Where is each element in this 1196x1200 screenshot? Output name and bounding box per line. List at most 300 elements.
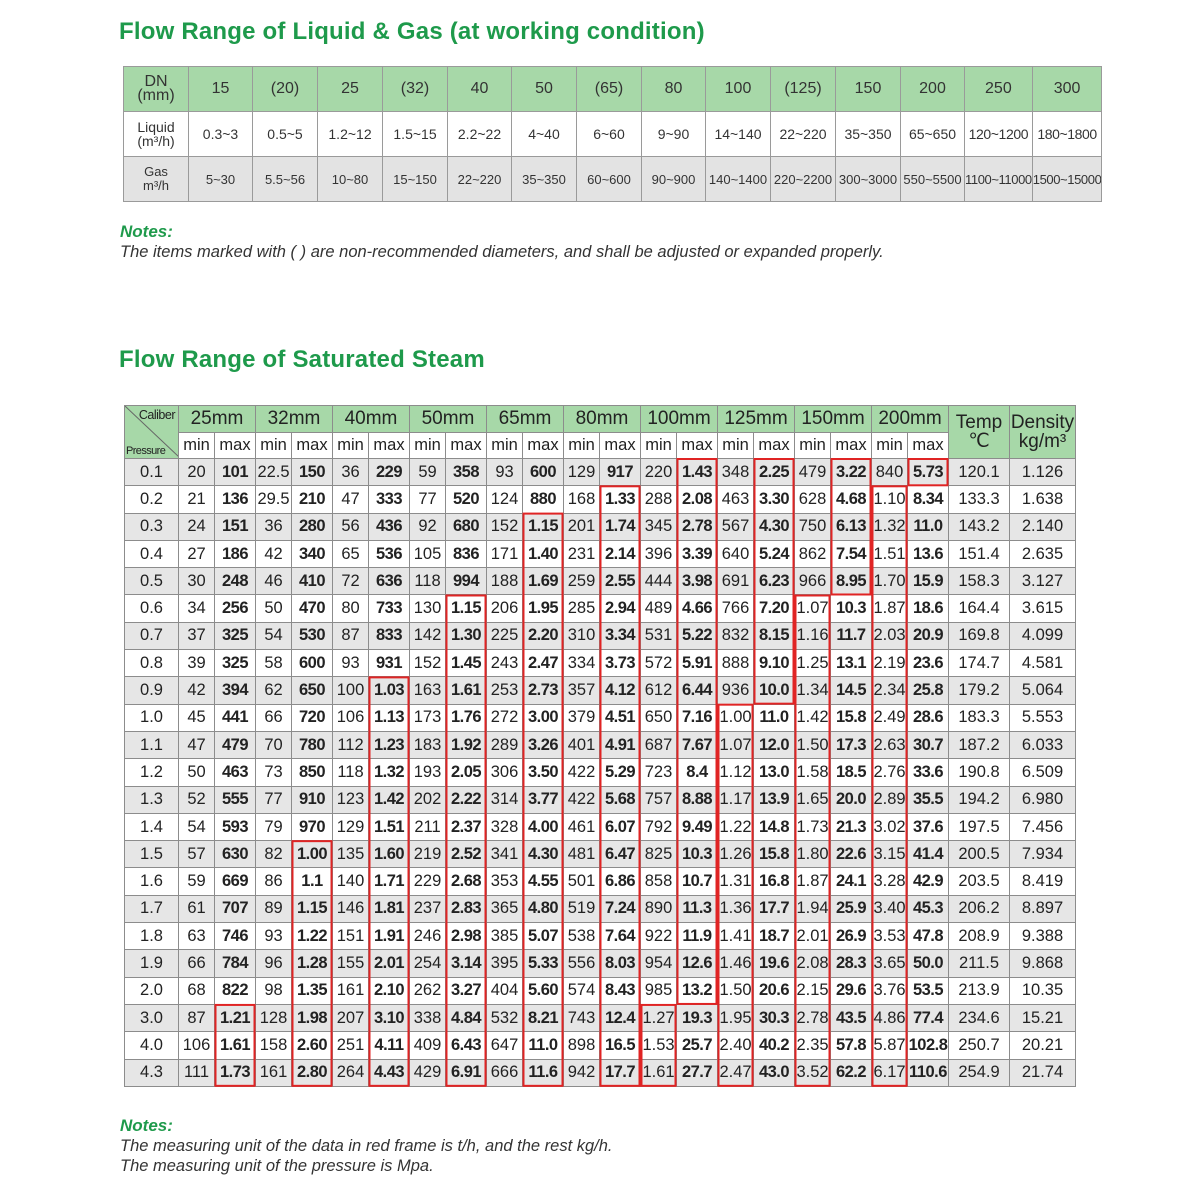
liquid-gas-notes-text: The items marked with ( ) are non-recommended diameters, and shall be adjusted or expanded properly.	[120, 243, 884, 261]
min-cell: 404	[487, 977, 523, 1004]
caliber-header: 200mm	[872, 406, 949, 433]
gas-cell: 1100~11000	[965, 157, 1033, 202]
max-cell: 6.47	[600, 841, 641, 868]
min-cell: 272	[487, 704, 523, 731]
density-cell: 3.127	[1010, 568, 1076, 595]
min-cell: 1.00	[718, 704, 754, 731]
density-cell: 7.456	[1010, 813, 1076, 840]
min-cell: 79	[256, 813, 292, 840]
max-cell: 20.9	[908, 622, 949, 649]
max-cell: 2.60	[292, 1032, 333, 1059]
temp-cell: 250.7	[949, 1032, 1010, 1059]
max-cell: 4.84	[446, 1004, 487, 1031]
min-cell: 42	[256, 540, 292, 567]
max-cell: 1.60	[369, 841, 410, 868]
min-cell: 118	[333, 759, 369, 786]
gas-cell: 220~2200	[771, 157, 836, 202]
min-cell: 50	[256, 595, 292, 622]
max-cell: 5.60	[523, 977, 564, 1004]
liquid-cell: 6~60	[577, 112, 642, 157]
min-cell: 898	[564, 1032, 600, 1059]
min-cell: 65	[333, 540, 369, 567]
pressure-cell: 4.0	[125, 1032, 179, 1059]
max-cell: 410	[292, 568, 333, 595]
density-cell: 8.897	[1010, 895, 1076, 922]
max-cell: 22.6	[831, 841, 872, 868]
steam-row	[125, 677, 1076, 704]
min-cell: 92	[410, 513, 446, 540]
max-cell: 12.0	[754, 731, 795, 758]
max-cell: 1.00	[292, 841, 333, 868]
max-cell: 5.33	[523, 950, 564, 977]
min-cell: 365	[487, 895, 523, 922]
max-cell: 10.0	[754, 677, 795, 704]
min-cell: 27	[179, 540, 215, 567]
min-cell: 481	[564, 841, 600, 868]
max-cell: 707	[215, 895, 256, 922]
min-cell: 334	[564, 650, 600, 677]
min-cell: 2.03	[872, 622, 908, 649]
min-cell: 750	[795, 513, 831, 540]
max-cell: 1.30	[446, 622, 487, 649]
min-cell: 152	[487, 513, 523, 540]
min-cell: 161	[333, 977, 369, 1004]
liquid-cell: 22~220	[771, 112, 836, 157]
dn-label: DN	[144, 73, 168, 90]
max-cell: 13.6	[908, 540, 949, 567]
steam-row	[125, 486, 1076, 513]
max-cell: 4.43	[369, 1059, 410, 1086]
dn-cell: 80	[642, 67, 706, 112]
min-cell: 183	[410, 731, 446, 758]
max-cell: 47.8	[908, 923, 949, 950]
dn-cell: 15	[189, 67, 253, 112]
max-cell: 931	[369, 650, 410, 677]
gas-header	[124, 157, 189, 202]
min-cell: 2.89	[872, 786, 908, 813]
min-cell: 647	[487, 1032, 523, 1059]
max-cell: 3.50	[523, 759, 564, 786]
caliber-pressure-corner	[125, 406, 179, 459]
liquid-cell: 0.3~3	[189, 112, 253, 157]
min-cell: 2.76	[872, 759, 908, 786]
min-cell: 858	[641, 868, 677, 895]
pressure-cell: 1.1	[125, 731, 179, 758]
max-cell: 280	[292, 513, 333, 540]
min-cell: 62	[256, 677, 292, 704]
max-cell: 21.3	[831, 813, 872, 840]
min-cell: 888	[718, 650, 754, 677]
min-cell: 229	[410, 868, 446, 895]
density-cell: 20.21	[1010, 1032, 1076, 1059]
min-cell: 46	[256, 568, 292, 595]
min-cell: 52	[179, 786, 215, 813]
max-cell: 210	[292, 486, 333, 513]
min-cell: 840	[872, 459, 908, 486]
min-cell: 2.01	[795, 923, 831, 950]
min-cell: 105	[410, 540, 446, 567]
min-cell: 1.27	[641, 1004, 677, 1031]
min-cell: 193	[410, 759, 446, 786]
liquid-gas-notes-heading: Notes:	[120, 222, 173, 241]
max-header: max	[600, 433, 641, 459]
min-cell: 832	[718, 622, 754, 649]
min-cell: 1.87	[872, 595, 908, 622]
min-cell: 1.07	[718, 731, 754, 758]
min-cell: 163	[410, 677, 446, 704]
pressure-cell: 0.8	[125, 650, 179, 677]
min-cell: 47	[333, 486, 369, 513]
max-cell: 150	[292, 459, 333, 486]
min-cell: 30	[179, 568, 215, 595]
max-cell: 2.01	[369, 950, 410, 977]
min-cell: 29.5	[256, 486, 292, 513]
min-cell: 1.50	[795, 731, 831, 758]
liquid-gas-title: Flow Range of Liquid & Gas (at working condition)	[119, 18, 705, 45]
max-cell: 1.15	[446, 595, 487, 622]
min-cell: 61	[179, 895, 215, 922]
max-cell: 62.2	[831, 1059, 872, 1086]
min-cell: 556	[564, 950, 600, 977]
steam-row	[125, 731, 1076, 758]
temp-cell: 179.2	[949, 677, 1010, 704]
min-cell: 2.47	[718, 1059, 754, 1086]
dn-cell: (125)	[771, 67, 836, 112]
steam-table	[124, 405, 1076, 1087]
max-cell: 41.4	[908, 841, 949, 868]
min-cell: 96	[256, 950, 292, 977]
min-cell: 743	[564, 1004, 600, 1031]
max-cell: 40.2	[754, 1032, 795, 1059]
min-cell: 385	[487, 923, 523, 950]
density-cell: 8.419	[1010, 868, 1076, 895]
min-cell: 89	[256, 895, 292, 922]
min-cell: 3.53	[872, 923, 908, 950]
min-cell: 429	[410, 1059, 446, 1086]
max-cell: 19.3	[677, 1004, 718, 1031]
min-cell: 45	[179, 704, 215, 731]
max-cell: 3.39	[677, 540, 718, 567]
max-cell: 11.0	[908, 513, 949, 540]
liquid-unit: (m³/h)	[137, 133, 175, 149]
max-cell: 4.11	[369, 1032, 410, 1059]
dn-row	[124, 67, 1102, 112]
temp-cell: 254.9	[949, 1059, 1010, 1086]
min-cell: 118	[410, 568, 446, 595]
min-cell: 111	[179, 1059, 215, 1086]
min-cell: 1.36	[718, 895, 754, 922]
min-cell: 538	[564, 923, 600, 950]
liquid-row	[124, 112, 1102, 157]
max-cell: 248	[215, 568, 256, 595]
min-cell: 171	[487, 540, 523, 567]
min-cell: 1.70	[872, 568, 908, 595]
max-cell: 102.8	[908, 1032, 949, 1059]
min-cell: 422	[564, 759, 600, 786]
max-cell: 8.95	[831, 568, 872, 595]
min-cell: 306	[487, 759, 523, 786]
dn-cell: 250	[965, 67, 1033, 112]
min-cell: 225	[487, 622, 523, 649]
max-cell: 325	[215, 622, 256, 649]
pressure-cell: 0.7	[125, 622, 179, 649]
max-cell: 394	[215, 677, 256, 704]
min-cell: 86	[256, 868, 292, 895]
max-cell: 30.7	[908, 731, 949, 758]
temp-cell: 187.2	[949, 731, 1010, 758]
max-cell: 10.7	[677, 868, 718, 895]
temp-cell: 194.2	[949, 786, 1010, 813]
max-cell: 358	[446, 459, 487, 486]
max-cell: 27.7	[677, 1059, 718, 1086]
max-cell: 1.95	[523, 595, 564, 622]
min-cell: 2.34	[872, 677, 908, 704]
min-cell: 42	[179, 677, 215, 704]
max-cell: 14.8	[754, 813, 795, 840]
min-cell: 650	[641, 704, 677, 731]
max-cell: 2.73	[523, 677, 564, 704]
temp-cell: 158.3	[949, 568, 1010, 595]
max-cell: 37.6	[908, 813, 949, 840]
max-cell: 1.45	[446, 650, 487, 677]
density-cell: 10.35	[1010, 977, 1076, 1004]
density-header	[1010, 406, 1076, 459]
steam-row	[125, 650, 1076, 677]
max-cell: 12.6	[677, 950, 718, 977]
min-cell: 640	[718, 540, 754, 567]
max-cell: 1.61	[215, 1032, 256, 1059]
max-cell: 1.28	[292, 950, 333, 977]
min-cell: 82	[256, 841, 292, 868]
max-cell: 5.68	[600, 786, 641, 813]
min-cell: 936	[718, 677, 754, 704]
min-cell: 63	[179, 923, 215, 950]
max-cell: 530	[292, 622, 333, 649]
min-cell: 1.32	[872, 513, 908, 540]
gas-unit: m³/h	[143, 178, 169, 193]
min-cell: 1.17	[718, 786, 754, 813]
steam-row	[125, 459, 1076, 486]
steam-row	[125, 1032, 1076, 1059]
max-cell: 1.22	[292, 923, 333, 950]
min-cell: 155	[333, 950, 369, 977]
max-cell: 3.73	[600, 650, 641, 677]
max-cell: 600	[523, 459, 564, 486]
pressure-cell: 3.0	[125, 1004, 179, 1031]
min-cell: 691	[718, 568, 754, 595]
min-cell: 211	[410, 813, 446, 840]
max-cell: 186	[215, 540, 256, 567]
dn-cell: (20)	[253, 67, 318, 112]
max-cell: 680	[446, 513, 487, 540]
max-cell: 1.98	[292, 1004, 333, 1031]
min-cell: 87	[333, 622, 369, 649]
max-header: max	[831, 433, 872, 459]
max-header: max	[677, 433, 718, 459]
max-cell: 25.7	[677, 1032, 718, 1059]
min-cell: 687	[641, 731, 677, 758]
min-cell: 140	[333, 868, 369, 895]
min-cell: 792	[641, 813, 677, 840]
min-cell: 422	[564, 786, 600, 813]
min-cell: 348	[718, 459, 754, 486]
min-cell: 123	[333, 786, 369, 813]
max-cell: 1.51	[369, 813, 410, 840]
min-cell: 310	[564, 622, 600, 649]
gas-cell: 35~350	[512, 157, 577, 202]
min-cell: 357	[564, 677, 600, 704]
min-cell: 1.26	[718, 841, 754, 868]
max-cell: 720	[292, 704, 333, 731]
min-cell: 1.31	[718, 868, 754, 895]
min-cell: 532	[487, 1004, 523, 1031]
max-cell: 6.23	[754, 568, 795, 595]
temp-cell: 190.8	[949, 759, 1010, 786]
dn-cell: 50	[512, 67, 577, 112]
max-cell: 994	[446, 568, 487, 595]
max-cell: 16.8	[754, 868, 795, 895]
min-cell: 1.41	[718, 923, 754, 950]
max-cell: 11.7	[831, 622, 872, 649]
max-header: max	[446, 433, 487, 459]
max-cell: 910	[292, 786, 333, 813]
max-cell: 17.7	[754, 895, 795, 922]
min-header: min	[564, 433, 600, 459]
max-cell: 1.61	[446, 677, 487, 704]
liquid-cell: 180~1800	[1032, 112, 1102, 157]
min-cell: 396	[641, 540, 677, 567]
max-cell: 10.3	[677, 841, 718, 868]
temp-header	[949, 406, 1010, 459]
min-cell: 3.02	[872, 813, 908, 840]
min-cell: 66	[256, 704, 292, 731]
min-cell: 401	[564, 731, 600, 758]
min-cell: 168	[564, 486, 600, 513]
min-cell: 58	[256, 650, 292, 677]
max-cell: 6.86	[600, 868, 641, 895]
max-cell: 4.91	[600, 731, 641, 758]
min-header: min	[641, 433, 677, 459]
liquid-cell: 4~40	[512, 112, 577, 157]
min-cell: 59	[179, 868, 215, 895]
density-cell: 5.064	[1010, 677, 1076, 704]
min-cell: 1.51	[872, 540, 908, 567]
max-cell: 5.29	[600, 759, 641, 786]
min-cell: 3.28	[872, 868, 908, 895]
min-cell: 129	[333, 813, 369, 840]
steam-row	[125, 595, 1076, 622]
pressure-cell: 0.3	[125, 513, 179, 540]
max-cell: 784	[215, 950, 256, 977]
max-cell: 7.20	[754, 595, 795, 622]
liquid-cell: 14~140	[706, 112, 771, 157]
gas-cell: 140~1400	[706, 157, 771, 202]
max-cell: 13.0	[754, 759, 795, 786]
caliber-header: 100mm	[641, 406, 718, 433]
temp-cell: 200.5	[949, 841, 1010, 868]
temp-cell: 169.8	[949, 622, 1010, 649]
max-cell: 1.13	[369, 704, 410, 731]
density-cell: 7.934	[1010, 841, 1076, 868]
max-cell: 4.55	[523, 868, 564, 895]
min-cell: 1.10	[872, 486, 908, 513]
gas-cell: 5.5~56	[253, 157, 318, 202]
max-cell: 1.23	[369, 731, 410, 758]
density-cell: 5.553	[1010, 704, 1076, 731]
max-cell: 2.80	[292, 1059, 333, 1086]
temp-cell: 203.5	[949, 868, 1010, 895]
min-cell: 152	[410, 650, 446, 677]
max-cell: 24.1	[831, 868, 872, 895]
min-cell: 1.80	[795, 841, 831, 868]
pressure-cell: 0.9	[125, 677, 179, 704]
max-cell: 28.6	[908, 704, 949, 731]
gas-cell: 1500~15000	[1032, 157, 1102, 202]
min-cell: 202	[410, 786, 446, 813]
pressure-cell: 4.3	[125, 1059, 179, 1086]
max-cell: 1.81	[369, 895, 410, 922]
max-cell: 13.9	[754, 786, 795, 813]
caliber-header: 50mm	[410, 406, 487, 433]
max-cell: 43.5	[831, 1004, 872, 1031]
density-label: Density	[1010, 412, 1075, 433]
dn-cell: (32)	[383, 67, 448, 112]
max-cell: 1.42	[369, 786, 410, 813]
min-cell: 825	[641, 841, 677, 868]
steam-row	[125, 868, 1076, 895]
min-cell: 2.63	[872, 731, 908, 758]
min-cell: 489	[641, 595, 677, 622]
min-cell: 246	[410, 923, 446, 950]
min-cell: 757	[641, 786, 677, 813]
min-cell: 128	[256, 1004, 292, 1031]
min-cell: 254	[410, 950, 446, 977]
max-cell: 10.3	[831, 595, 872, 622]
density-cell: 6.980	[1010, 786, 1076, 813]
min-cell: 2.15	[795, 977, 831, 1004]
min-cell: 1.16	[795, 622, 831, 649]
max-cell: 2.83	[446, 895, 487, 922]
density-cell: 6.033	[1010, 731, 1076, 758]
min-cell: 161	[256, 1059, 292, 1086]
max-cell: 6.43	[446, 1032, 487, 1059]
dn-cell: 150	[836, 67, 901, 112]
min-cell: 345	[641, 513, 677, 540]
max-cell: 3.98	[677, 568, 718, 595]
liquid-cell: 2.2~22	[448, 112, 512, 157]
min-cell: 2.78	[795, 1004, 831, 1031]
pressure-cell: 1.9	[125, 950, 179, 977]
steam-notes-heading: Notes:	[120, 1116, 173, 1135]
max-cell: 1.35	[292, 977, 333, 1004]
temp-cell: 211.5	[949, 950, 1010, 977]
gas-cell: 22~220	[448, 157, 512, 202]
steam-title: Flow Range of Saturated Steam	[119, 346, 485, 373]
max-cell: 8.21	[523, 1004, 564, 1031]
min-cell: 3.76	[872, 977, 908, 1004]
min-cell: 80	[333, 595, 369, 622]
max-cell: 17.7	[600, 1059, 641, 1086]
max-cell: 6.44	[677, 677, 718, 704]
min-cell: 444	[641, 568, 677, 595]
min-header: min	[333, 433, 369, 459]
dn-cell: 300	[1032, 67, 1102, 112]
density-cell: 1.126	[1010, 459, 1076, 486]
min-cell: 34	[179, 595, 215, 622]
min-cell: 862	[795, 540, 831, 567]
pressure-cell: 1.7	[125, 895, 179, 922]
steam-row	[125, 513, 1076, 540]
